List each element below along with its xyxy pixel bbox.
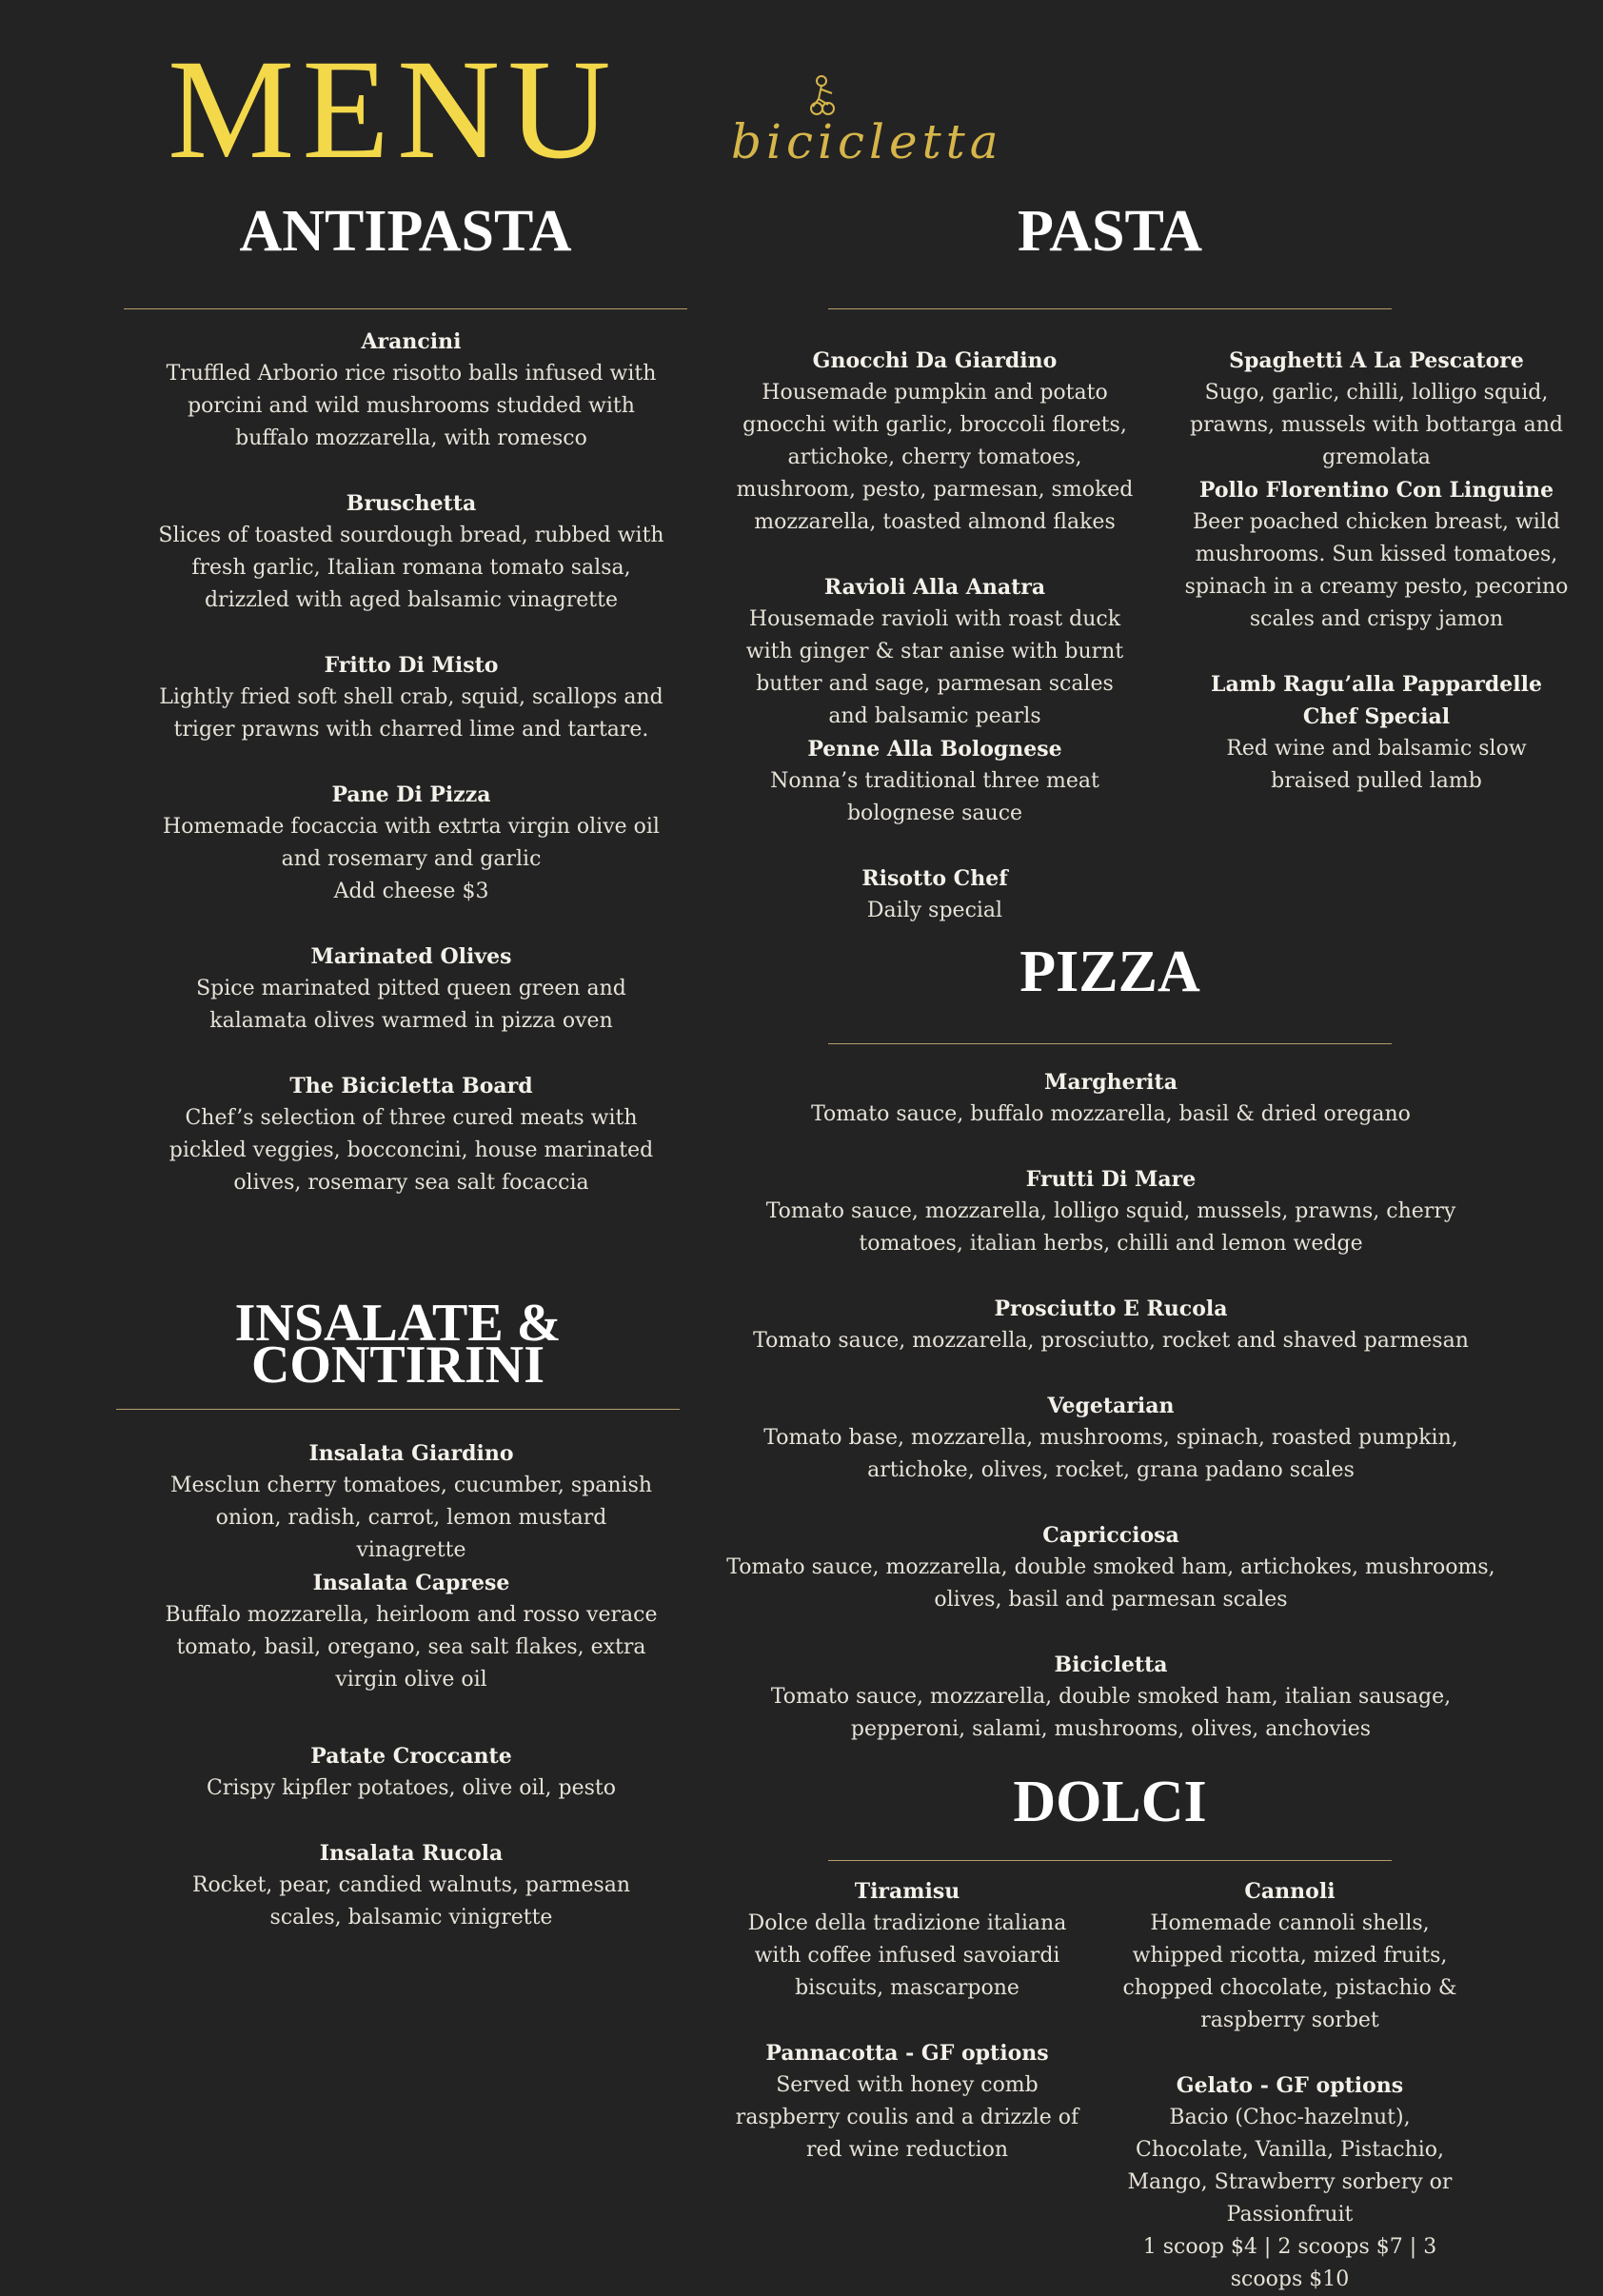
menu-item: [158, 1070, 664, 1199]
menu-item: [716, 1390, 1506, 1487]
item-description: Bacio (Choc-hazelnut), Chocolate, Vanilla, Pistachio, Mango, Strawberry sorbery or Passionfruit: [1127, 2106, 1453, 2227]
insalate-title-line1: INSALATE &: [234, 1294, 562, 1353]
item-name: Capricciosa: [1042, 1523, 1179, 1548]
dolci-title: DOLCI: [1013, 1770, 1207, 1834]
item-name: Insalata Giardino: [308, 1441, 514, 1466]
bicicletta-logo: [725, 70, 1003, 175]
cyclist-icon: [811, 76, 834, 114]
insalate-title-line2: CONTIRINI: [250, 1336, 545, 1395]
antipasta-divider: [124, 308, 687, 309]
menu-item: [158, 940, 664, 1038]
item-name: Pollo Florentino Con Linguine: [1198, 478, 1554, 503]
pasta-title: PASTA: [1017, 199, 1203, 264]
item-name: Marinated Olives: [310, 944, 512, 969]
item-description: Red wine and balsamic slow braised pulled lamb: [1226, 737, 1527, 793]
item-name: Frutti Di Mare: [1025, 1167, 1197, 1192]
item-name: Fritto Di Misto: [324, 653, 499, 678]
item-description: Slices of toasted sourdough bread, rubbed with fresh garlic, Italian romana tomato salsa, drizzled with aged balsamic vinagrette: [158, 524, 664, 612]
item-description: Lightly fried soft shell crab, squid, scallops and triger prawns with charred lime and tartare.: [159, 685, 663, 742]
item-name: Prosciutto E Rucola: [994, 1296, 1228, 1321]
insalate-title: [116, 1294, 680, 1395]
item-name: Vegetarian: [1047, 1394, 1175, 1418]
item-description: Tomato base, mozzarella, mushrooms, spinach, roasted pumpkin, artichoke, olives, rocket, grana padano scales: [763, 1426, 1458, 1482]
insalate-section: [116, 1294, 680, 1410]
item-name: Pannacotta - GF options: [765, 2041, 1049, 2066]
item-description: Beer poached chicken breast, wild mushrooms. Sun kissed tomatoes, spinach in a creamy pesto, pecorino scales and crispy jamon: [1184, 510, 1569, 631]
menu-item: [735, 1875, 1079, 2005]
item-description: Tomato sauce, buffalo mozzarella, basil & dried oregano: [811, 1102, 1411, 1126]
menu-item: [735, 862, 1135, 927]
menu-item: [735, 571, 1135, 733]
item-name: Margherita: [1044, 1070, 1178, 1095]
item-description: Housemade ravioli with roast duck with ginger & star anise with burnt butter and sage, parmesan scales and balsamic pearls: [745, 607, 1124, 728]
item-name: Lamb Ragu’alla Pappardelle Chef Special: [1211, 672, 1542, 729]
menu-item: [158, 326, 664, 455]
menu-item: [1173, 345, 1580, 474]
item-extra: Add cheese $3: [333, 880, 489, 903]
item-description: Tomato sauce, mozzarella, lolligo squid, mussels, prawns, cherry tomatoes, italian herbs, chilli and lemon wedge: [765, 1199, 1456, 1256]
item-description: Mesclun cherry tomatoes, cucumber, spanish onion, radish, carrot, lemon mustard vinagrette: [169, 1474, 653, 1562]
item-name: Penne Alla Bolognese: [807, 737, 1062, 762]
item-description: Homemade cannoli shells, whipped ricotta, mized fruits, chopped chocolate, pistachio & raspberry sorbet: [1122, 1911, 1457, 2032]
item-description: Homemade focaccia with extrta virgin olive oil and rosemary and garlic: [163, 815, 660, 871]
pizza-section: [828, 942, 1392, 1044]
dolci-section: [828, 1772, 1392, 1861]
brand-name: bicicletta: [731, 114, 1003, 169]
item-description: Truffled Arborio rice risotto balls infused with porcini and wild mushrooms studded with buffalo mozzarella, with romesco: [166, 362, 657, 450]
item-name: Gnocchi Da Giardino: [812, 348, 1058, 373]
item-name: Arancini: [361, 329, 462, 354]
item-name: Risotto Chef: [861, 866, 1008, 891]
pizza-divider: [828, 1043, 1392, 1044]
item-description: Dolce della tradizione italiana with coffee infused savoiardi biscuits, mascarpone: [747, 1911, 1067, 2000]
item-name: Patate Croccante: [310, 1744, 512, 1769]
item-description: Tomato sauce, mozzarella, double smoked ham, italian sausage, pepperoni, salami, mushrooms, olives, anchovies: [770, 1685, 1452, 1741]
insalate-divider: [116, 1409, 680, 1410]
menu-title: MENU: [168, 30, 619, 188]
menu-item: [158, 1837, 664, 1934]
menu-item: [716, 1163, 1506, 1260]
pasta-divider: [828, 308, 1392, 309]
item-name: Ravioli Alla Anatra: [823, 575, 1046, 600]
antipasta-section: [124, 199, 687, 309]
item-name: Cannoli: [1244, 1879, 1336, 1904]
item-name: Insalata Caprese: [312, 1571, 510, 1595]
item-name: Insalata Rucola: [319, 1841, 504, 1866]
dolci-divider: [828, 1860, 1392, 1861]
item-name: Pane Di Pizza: [331, 782, 491, 807]
menu-item: [716, 1649, 1506, 1746]
item-name: The Bicicletta Board: [289, 1074, 533, 1099]
menu-item: [158, 779, 664, 908]
menu-item: [716, 1519, 1506, 1616]
item-description: Crispy kipfler potatoes, olive oil, pesto: [206, 1776, 617, 1800]
antipasta-title: ANTIPASTA: [239, 199, 572, 264]
item-name: Tiramisu: [854, 1879, 960, 1904]
menu-item: [735, 2037, 1079, 2167]
item-extra: 1 scoop $4 | 2 scoops $7 | 3 scoops $10: [1142, 2235, 1437, 2291]
item-description: Sugo, garlic, chilli, lolligo squid, prawns, mussels with bottarga and gremolata: [1189, 381, 1563, 469]
item-description: Housemade pumpkin and potato gnocchi with garlic, broccoli florets, artichoke, cherry tomatoes, mushroom, pesto, parmesan, smoked mozzarella, toasted almond flakes: [736, 381, 1134, 534]
menu-item: [158, 1567, 664, 1696]
item-description: Served with honey comb raspberry coulis and a drizzle of red wine reduction: [735, 2073, 1079, 2162]
pasta-section: [828, 199, 1392, 309]
item-description: Spice marinated pitted queen green and kalamata olives warmed in pizza oven: [196, 977, 626, 1033]
item-description: Buffalo mozzarella, heirloom and rosso verace tomato, basil, oregano, sea salt flakes, extra virgin olive oil: [165, 1603, 658, 1692]
menu-item: [735, 345, 1135, 539]
menu-item: [158, 649, 664, 746]
menu-item: [158, 487, 664, 617]
item-name: Bicicletta: [1054, 1653, 1168, 1677]
item-description: Rocket, pear, candied walnuts, parmesan scales, balsamic vinigrette: [191, 1873, 631, 1930]
menu-item: [1118, 2069, 1462, 2296]
menu-item: [716, 1293, 1506, 1357]
item-description: Nonna’s traditional three meat bolognese sauce: [770, 769, 1099, 825]
menu-item: [158, 1740, 664, 1805]
item-description: Chef’s selection of three cured meats with pickled veggies, bocconcini, house marinated olives, rosemary sea salt focaccia: [168, 1106, 654, 1195]
item-description: Tomato sauce, mozzarella, double smoked ham, artichokes, mushrooms, olives, basil and parmesan scales: [726, 1555, 1495, 1612]
menu-item: [716, 1066, 1506, 1131]
menu-item: [158, 1437, 664, 1567]
item-description: Daily special: [866, 899, 1003, 922]
pizza-title: PIZZA: [1019, 940, 1200, 1004]
menu-item: [1118, 1875, 1462, 2037]
menu-item: [1192, 668, 1561, 798]
menu-item: [735, 733, 1135, 830]
item-name: Gelato - GF options: [1176, 2073, 1404, 2098]
menu-item: [1173, 474, 1580, 636]
item-name: Bruschetta: [346, 491, 477, 516]
item-name: Spaghetti A La Pescatore: [1229, 348, 1524, 373]
item-description: Tomato sauce, mozzarella, prosciutto, rocket and shaved parmesan: [753, 1329, 1469, 1353]
